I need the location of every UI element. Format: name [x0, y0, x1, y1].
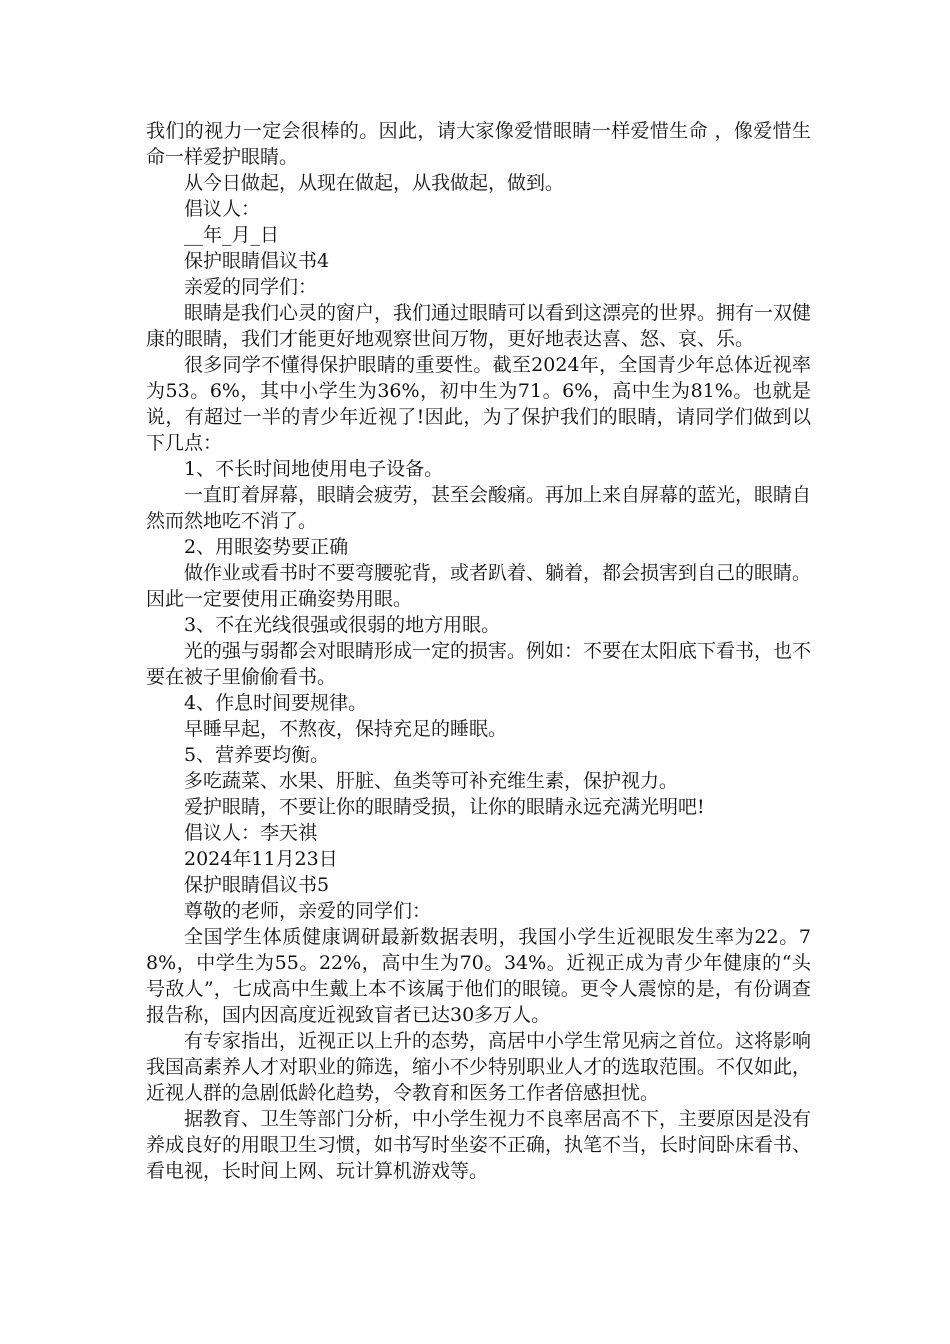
paragraph: 早睡早起，不熬夜，保持充足的睡眠。	[184, 718, 508, 740]
paragraph: 很多同学不懂得保护眼睛的重要性。截至2024年，全国青少年总体近视率为53。6%，其中小学生为36%，初中生为71。6%，高中生为81%。也就是说，有超过一半的青少年近视了!因此，为了保护我们的眼睛，请同学们做到以下几点：	[146, 354, 811, 454]
paragraph: 光的强与弱都会对眼睛形成一定的损害。例如：不要在太阳底下看书，也不要在被子里偷偷看书。	[146, 640, 812, 688]
list-item-heading: 3、不在光线很强或很弱的地方用眼。	[184, 614, 501, 636]
list-item-heading: 1、不长时间地使用电子设备。	[184, 458, 444, 480]
paragraph: 一直盯着屏幕，眼睛会疲劳，甚至会酸痛。再加上来自屏幕的蓝光，眼睛自然而然地吃不消了。	[146, 484, 812, 532]
paragraph-continuation: 我们的视力一定会很棒的。因此，请大家像爱惜眼睛一样爱惜生命 ，像爱惜生命一样爱护眼睛。	[146, 120, 811, 168]
list-item-heading: 5、营养要均衡。	[184, 744, 330, 766]
paragraph: 眼睛是我们心灵的窗户，我们通过眼睛可以看到这漂亮的世界。拥有一双健康的眼睛，我们才能更好地观察世间万物，更好地表达喜、怒、哀、乐。	[146, 302, 812, 350]
document-page	[146, 118, 811, 1184]
date-line: 2024年11月23日	[184, 848, 338, 870]
date-line: __年_月_日	[184, 224, 280, 246]
salutation: 尊敬的老师，亲爱的同学们：	[184, 900, 432, 922]
section-title: 保护眼睛倡议书4	[184, 250, 330, 272]
paragraph: 做作业或看书时不要弯腰驼背，或者趴着、躺着，都会损害到自己的眼睛。因此一定要使用正确姿势用眼。	[146, 562, 812, 610]
paragraph: 据教育、卫生等部门分析，中小学生视力不良率居高不下，主要原因是没有养成良好的用眼卫生习惯，如书写时坐姿不正确，执笔不当，长时间卧床看书、看电视，长时间上网、玩计算机游戏等。	[146, 1108, 812, 1182]
section-title: 保护眼睛倡议书5	[184, 874, 330, 896]
paragraph: 有专家指出，近视正以上升的态势，高居中小学生常见病之首位。这将影响我国高素养人才对职业的筛选，缩小不少特别职业人才的选取范围。不仅如此，近视人群的急剧低龄化趋势，令教育和医务工作者倍感担忧。	[146, 1030, 812, 1104]
paragraph: 全国学生体质健康调研最新数据表明，我国小学生近视眼发生率为22。78%，中学生为55。22%，高中生为70。34%。近视正成为青少年健康的“头号敌人”，七成高中生戴上本不该属于他们的眼镜。更令人震惊的是，有份调查报告称，国内因高度近视致盲者已达30多万人。	[146, 926, 811, 1026]
list-item-heading: 2、用眼姿势要正确	[184, 536, 349, 558]
salutation: 亲爱的同学们：	[184, 276, 318, 298]
paragraph: 从今日做起，从现在做起，从我做起，做到。	[184, 172, 565, 194]
paragraph: 多吃蔬菜、水果、肝脏、鱼类等可补充维生素，保护视力。	[184, 770, 679, 792]
signature-line: 倡议人：李天祺	[184, 822, 318, 844]
paragraph: 爱护眼睛，不要让你的眼睛受损，让你的眼睛永远充满光明吧!	[184, 796, 705, 818]
signature-label: 倡议人：	[184, 198, 261, 220]
list-item-heading: 4、作息时间要规律。	[184, 692, 368, 714]
